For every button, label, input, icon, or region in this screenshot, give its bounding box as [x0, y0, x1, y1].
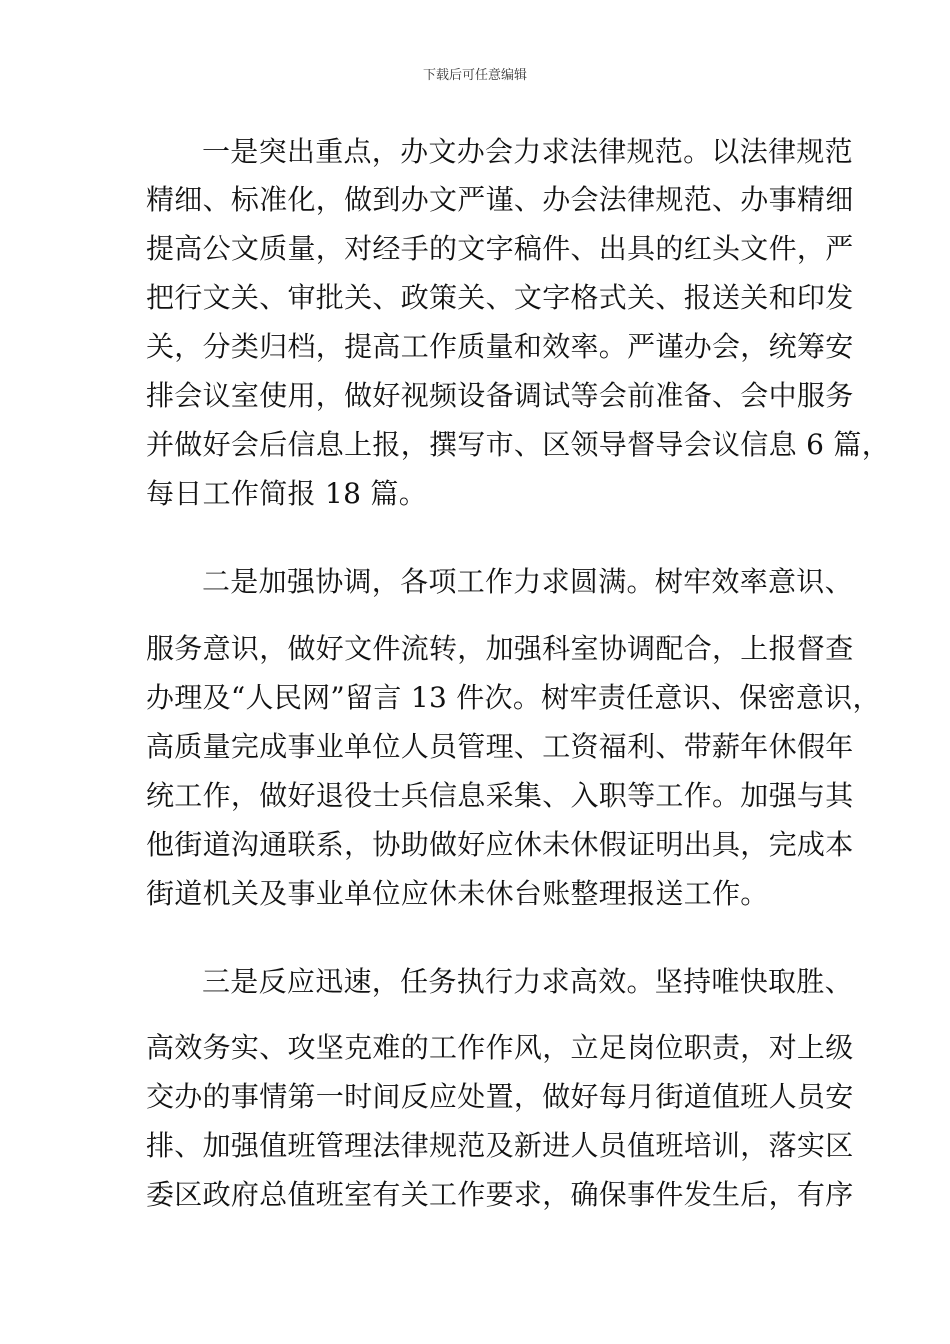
text-line: 精细、标准化，做到办文严谨、办会法律规范、办事精细 [146, 183, 854, 216]
text-line: 高效务实、攻坚克难的工作作风，立足岗位职责，对上级 [146, 1031, 854, 1064]
page-header: 下载后可任意编辑 [422, 68, 527, 83]
text-line: 服务意识，做好文件流转，加强科室协调配合，上报督查 [146, 632, 854, 665]
text-line: 高质量完成事业单位人员管理、工资福利、带薪年休假年 [146, 730, 854, 763]
text-line: 提高公文质量，对经手的文字稿件、出具的红头文件，严 [146, 232, 854, 265]
text-line: 一是突出重点，办文办会力求法律规范。以法律规范 [202, 135, 853, 168]
text-line: 排会议室使用，做好视频设备调试等会前准备、会中服务 [146, 379, 854, 412]
text-line: 他街道沟通联系，协助做好应休未休假证明出具，完成本 [146, 828, 854, 861]
text-line: 二是加强协调，各项工作力求圆满。树牢效率意识、 [202, 565, 853, 598]
text-line: 排、加强值班管理法律规范及新进人员值班培训，落实区 [146, 1129, 854, 1162]
text-line: 并做好会后信息上报，撰写市、区领导督导会议信息 6 篇， [146, 428, 891, 461]
text-line: 统工作，做好退役士兵信息采集、入职等工作。加强与其 [146, 779, 854, 812]
text-line: 每日工作简报 18 篇。 [146, 477, 428, 510]
text-line: 三是反应迅速，任务执行力求高效。坚持唯快取胜、 [202, 965, 853, 998]
text-line: 把行文关、审批关、政策关、文字格式关、报送关和印发 [146, 281, 854, 314]
text-line: 街道机关及事业单位应休未休台账整理报送工作。 [146, 877, 769, 910]
text-line: 交办的事情第一时间反应处置，做好每月街道值班人员安 [146, 1080, 854, 1113]
text-line: 关，分类归档，提高工作质量和效率。严谨办会，统筹安 [146, 330, 854, 363]
text-line: 办理及“人民网”留言 13 件次。树牢责任意识、保密意识， [146, 681, 881, 714]
text-line: 委区政府总值班室有关工作要求，确保事件发生后，有序 [146, 1178, 854, 1211]
